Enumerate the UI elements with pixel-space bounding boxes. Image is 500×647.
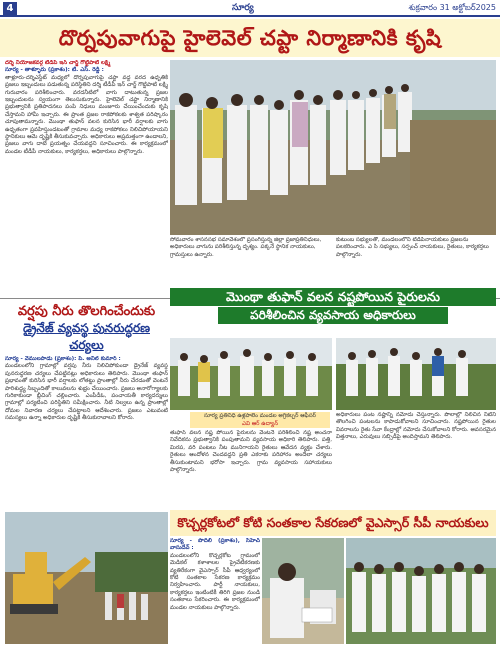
story4-headline-banner — [170, 510, 496, 536]
story2-photo — [5, 512, 168, 644]
story2-dateline: సూర్య - వేములపాడు (ప్రకాశం): పి. అనిల్ కుమార్ : — [5, 356, 121, 362]
story4-body: మండలంలోని కొచ్చర్లకోట గ్రామంలో మెడికల్ కళాశాలల ప్రైవేటీకరణకు వ్యతిరేకంగా వైఎస్సార్ సీపీ ఆధ్వర్యంలో కోటి సంతకాల సేకరణ కార్యక్రమం నిర్వహించారు. పార్టీ నాయకులు, కార్యకర్తలు ఇంటింటికీ తిరిగి ప్రజల నుండి సంతకాలు సేకరించారు. ఈ కార్యక్రమంలో మండల నాయకులు పాల్గొన్నారు. — [170, 552, 260, 611]
story2-body: మండలంలోని గ్రామాల్లో వర్షపు నీరు నిలిచిపోకుండా డ్రైనేజ్ వ్యవస్థ పునరుద్ధరణ చర్యలు చేపట్టినట్లు అధికారులు తెలిపారు. మొంథా తుఫాన్ ప్రభావంతో కురిసిన భారీ వర్షాలకు లోతట్టు ప్రాంతాల్లో నీరు చేరడంతో వెంటనే పారిశుద్ధ్య సిబ్బందితో కాలువలను శుభ్రం చేయించారు. ప్రజలు అనారోగ్యాలకు గురికాకుండా బ్లీచింగ్ చల్లించారు. ఎంపీడీఓ, పంచాయతీ కార్యదర్శులు గ్రామాల్లో పర్యటించి పరిస్థితిని సమీక్షించారు. నీటి నిల్వలు ఉన్న ప్రాంతాల్లో దోమల నివారణ చర్యలు చేపట్టాలని ఆదేశించారు. ప్రజలు ఎటువంటి సమస్యలు ఉన్నా అధికారుల దృష్టికి తీసుకురావాలని కోరారు. — [5, 363, 168, 422]
story3-photo-left — [170, 338, 332, 410]
newspaper-name: సూర్య — [232, 3, 254, 13]
story3-photo-right — [336, 338, 496, 410]
story4-dateline: సూర్య - పొదిలి (ప్రకాశం), సిహెచ్ వాసుదేవ్ : — [170, 538, 260, 552]
story1-caption-left: సోమవారం శాసనసభ సమావేశంలో ప్రసంగిస్తున్న జిల్లా ప్రజాప్రతినిధులు, అధికారులు వాగును పరిశీలిస్తున్న దృశ్యం. పక్కనే స్థానిక నాయకులు, గ్రామస్తులు ఉన్నారు. — [170, 237, 322, 258]
story4-text-column — [170, 538, 260, 644]
story3-byline — [190, 412, 330, 428]
story4-headline: కొచ్చర్లకోటలో కోటి సంతకాల సేకరణలో వైఎస్సార్ సీపీ నాయకులు — [177, 515, 489, 530]
story1-photo — [170, 60, 496, 235]
story3-headline-line2: పరిశీలించిన వ్యవసాయ అధికారులు — [218, 307, 448, 324]
issue-date: శుక్రవారం 31 అక్టోబర్2025 — [408, 3, 496, 12]
story2-headline — [5, 303, 168, 353]
page-header — [0, 0, 500, 17]
story2-headline-line2: డ్రైనేజ్ వ్యవస్థ పునరుద్ధరణ చర్యలు — [22, 321, 150, 352]
story4-photo-left — [262, 538, 344, 644]
story1-headline: దొర్నపువాగుపై హైలెవెల్ చప్టా నిర్మాణానికి కృషి — [0, 19, 500, 57]
story1-body: తాళ్లూరు-దర్శిఎస్టేట్ మధ్యలో దొర్నపువాగుపై చప్టా వద్ద వరద ఉధృతికి ప్రజలు ఇబ్బందులు పడుతున్న పరిస్థితిని దర్శి టీడీపీ ఇన్ చార్జ్ గొట్టిపాటి లక్ష్మి గురువారం పరిశీలించారు. వరదనీటిలో వాగు దాటుతున్న ప్రజల ఇబ్బందులను స్వయంగా తెలుసుకున్నారు. హైలెవెల్ చప్టా నిర్మాణానికి ప్రభుత్వానికి ప్రతిపాదనలు పంపి నిధులు మంజూరు చేయించేందుకు కృషి చేస్తామని హామీ ఇచ్చారు. ఈ ప్రాంత ప్రజల రాకపోకలకు శాశ్వత పరిష్కారం చూపుతామన్నారు. మొంథా తుఫాన్ వలన కురిసిన భారీ వర్షాలకు వాగు ఉధృతంగా ప్రవహిస్తుండటంతో గ్రామాల మధ్య రాకపోకలు నిలిచిపోయాయని స్థానికులు ఆమె దృష్టికి తీసుకువచ్చారు. అధికారులు అప్రమత్తంగా ఉండాలని, ప్రజలు వాగు దాటే ప్రయత్నం చేయవద్దని సూచించారు. ఈ కార్యక్రమంలో మండల టీడీపీ నాయకులు, కార్యకర్తలు, అధికారులు పాల్గొన్నారు. — [5, 74, 168, 155]
story4-photo-right — [346, 538, 496, 644]
story1-dateline: సూర్య - తాళ్ళూరు (ప్రకాశం): టి. ఎస్. రెడ్డి : — [5, 67, 104, 74]
story1-text-column — [5, 60, 168, 296]
story3-headline-line1: మొంథా తుఫాన్ వలన నష్టపోయిన పైరులను — [170, 288, 496, 306]
story3-body-left: తుఫాన్ వలన నష్ట పోయిన పైరులను వెంటనే పరిశీలించి నష్ట అంచనా నివేదికను ప్రభుత్వానికి పంపుతామని వ్యవసాయ అధికారి తెలిపారు. పత్తి, మిరప, వరి పంటలు నీట మునిగాయని రైతులు ఆవేదన వ్యక్తం చేశారు. రైతులు ఆందోళన చెందవద్దని ప్రతి ఎకరాకు పరిహారం అందేలా చర్యలు తీసుకుంటామని భరోసా ఇచ్చారు. గ్రామ వ్యవసాయ సహాయకులు పాల్గొన్నారు. — [170, 430, 332, 474]
story2-text-column — [5, 356, 168, 508]
page-number: 4 — [3, 2, 17, 15]
story3-body-right: అధికారులు పంట నష్టాన్ని నమోదు చేస్తున్నారు. పొలాల్లో నిలిచిన నీటిని తొలగించి పంటలను కాపాడుకోవాలని సూచించారు. నష్టపోయిన రైతుల వివరాలను రైతు సేవా కేంద్రాల్లో నమోదు చేసుకోవాలని కోరారు. అవసరమైన విత్తనాలు, ఎరువులు సబ్సిడీపై అందిస్తామని తెలిపారు. — [336, 412, 496, 441]
story3-byline-line2: ఎవి ఆర్ ఉద్యాన్ — [241, 421, 279, 427]
story3-byline-line1: సూర్య ప్రతినిధి ఉళ్లపాలెం మండల అగ్రికల్చర్ ఆఫీసర్ — [204, 413, 316, 419]
story2-headline-line1: వర్షపు నీరు తొలగించేందుకు — [17, 304, 156, 319]
story1-caption-right: కుటుంబ సభ్యులతో, మండలంలోని టీడీపీనాయకులు ప్రజలను పలకరించారు. ఎ సి సభ్యులు, సర్పంచ్ నాయకులు, రైతులు, కార్యకర్తలు పాల్గొన్నారు. — [336, 237, 489, 258]
story1-subhead: దర్శి నియోజకవర్గ టీడీపీ ఇన్ చార్జ్ గొట్టిపాటి లక్ష్మి — [5, 60, 111, 66]
